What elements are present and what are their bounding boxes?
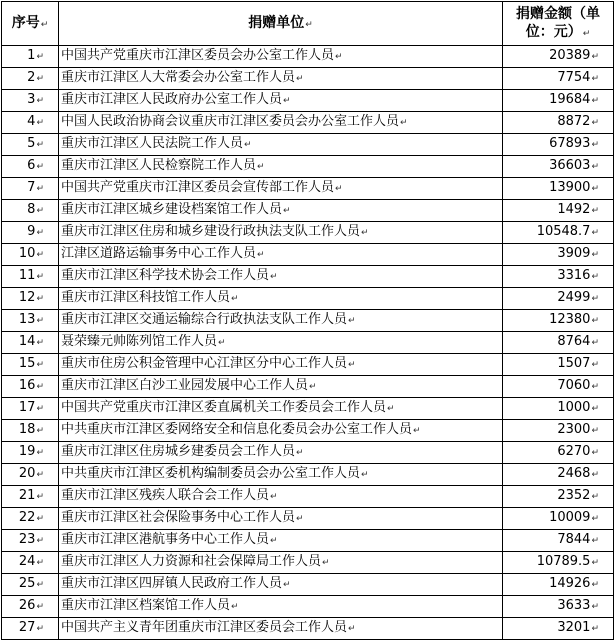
table-row [2, 134, 614, 156]
donor-unit-cell: 重庆市江津区人民法院工作人员↵ [59, 134, 503, 156]
donor-unit-cell: 中国共产党重庆市江津区委员会宣传部工作人员↵ [59, 178, 503, 200]
donor-unit-cell: 中共重庆市江津区委机构编制委员会办公室工作人员↵ [59, 464, 503, 486]
row-number-cell: 13↵ [2, 310, 59, 332]
header-row [2, 2, 614, 46]
donor-unit-cell: 重庆市江津区港航事务中心工作人员↵ [59, 530, 503, 552]
amount-cell: 7060↵ [503, 376, 614, 398]
amount-cell: 3633↵ [503, 596, 614, 618]
donor-unit-cell: 中国共产党重庆市江津区委员会办公室工作人员↵ [59, 46, 503, 68]
table-row [2, 442, 614, 464]
paragraph-mark-icon: ↵ [36, 118, 44, 128]
table-row [2, 178, 614, 200]
paragraph-mark-icon: ↵ [348, 624, 356, 634]
amount-cell: 3201↵ [503, 618, 614, 640]
paragraph-mark-icon: ↵ [591, 96, 599, 106]
table-row [2, 266, 614, 288]
paragraph-mark-icon: ↵ [591, 360, 599, 370]
donor-unit-cell: 重庆市江津区残疾人联合会工作人员↵ [59, 486, 503, 508]
donor-unit-cell: 重庆市江津区城乡建设档案馆工作人员↵ [59, 200, 503, 222]
row-number-cell: 6↵ [2, 156, 59, 178]
paragraph-mark-icon: ↵ [36, 316, 44, 326]
donor-unit-cell: 重庆市住房公积金管理中心江津区分中心工作人员↵ [59, 354, 503, 376]
row-number-cell: 10↵ [2, 244, 59, 266]
paragraph-mark-icon: ↵ [591, 536, 599, 546]
row-number-cell: 27↵ [2, 618, 59, 640]
paragraph-mark-icon: ↵ [36, 74, 44, 84]
paragraph-mark-icon: ↵ [591, 514, 599, 524]
paragraph-mark-icon: ↵ [36, 294, 44, 304]
paragraph-mark-icon: ↵ [36, 96, 44, 106]
donor-unit-cell: 重庆市江津区科学技术协会工作人员↵ [59, 266, 503, 288]
table-row [2, 486, 614, 508]
paragraph-mark-icon: ↵ [591, 52, 599, 62]
paragraph-mark-icon: ↵ [591, 338, 599, 348]
donor-unit-cell: 江津区道路运输事务中心工作人员↵ [59, 244, 503, 266]
row-number-cell: 11↵ [2, 266, 59, 288]
row-number-cell: 12↵ [2, 288, 59, 310]
row-number-cell: 23↵ [2, 530, 59, 552]
paragraph-mark-icon: ↵ [36, 184, 44, 194]
paragraph-mark-icon: ↵ [591, 404, 599, 414]
paragraph-mark-icon: ↵ [591, 206, 599, 216]
paragraph-mark-icon: ↵ [283, 96, 291, 106]
amount-cell: 6270↵ [503, 442, 614, 464]
paragraph-mark-icon: ↵ [591, 250, 599, 260]
donation-table-container [1, 1, 614, 640]
table-row [2, 156, 614, 178]
amount-cell: 3316↵ [503, 266, 614, 288]
paragraph-mark-icon: ↵ [591, 294, 599, 304]
paragraph-mark-icon: ↵ [348, 316, 356, 326]
amount-cell: 7844↵ [503, 530, 614, 552]
paragraph-mark-icon: ↵ [36, 426, 44, 436]
amount-cell: 36603↵ [503, 156, 614, 178]
amount-cell: 3909↵ [503, 244, 614, 266]
paragraph-mark-icon: ↵ [591, 602, 599, 612]
paragraph-mark-icon: ↵ [591, 624, 599, 634]
amount-cell: 67893↵ [503, 134, 614, 156]
paragraph-mark-icon: ↵ [36, 228, 44, 238]
paragraph-mark-icon: ↵ [591, 382, 599, 392]
table-row [2, 112, 614, 134]
row-number-cell: 14↵ [2, 332, 59, 354]
paragraph-mark-icon: ↵ [309, 382, 317, 392]
paragraph-mark-icon: ↵ [348, 360, 356, 370]
row-number-cell: 19↵ [2, 442, 59, 464]
table-row [2, 530, 614, 552]
amount-cell: 2300↵ [503, 420, 614, 442]
paragraph-mark-icon: ↵ [257, 250, 265, 260]
table-row [2, 508, 614, 530]
paragraph-mark-icon: ↵ [36, 272, 44, 282]
paragraph-mark-icon: ↵ [36, 382, 44, 392]
donor-unit-cell: 中国共产党重庆市江津区委直属机关工作委员会工作人员↵ [59, 398, 503, 420]
row-number-cell: 8↵ [2, 200, 59, 222]
row-number-cell: 1↵ [2, 46, 59, 68]
donor-unit-cell: 中共重庆市江津区委网络安全和信息化委员会办公室工作人员↵ [59, 420, 503, 442]
paragraph-mark-icon: ↵ [296, 74, 304, 84]
paragraph-mark-icon: ↵ [270, 272, 278, 282]
paragraph-mark-icon: ↵ [36, 338, 44, 348]
paragraph-mark-icon: ↵ [36, 514, 44, 524]
donor-unit-cell: 重庆市江津区社会保险事务中心工作人员↵ [59, 508, 503, 530]
row-number-cell: 25↵ [2, 574, 59, 596]
amount-cell: 10009↵ [503, 508, 614, 530]
paragraph-mark-icon: ↵ [361, 228, 369, 238]
header-unit: 捐赠单位↵ [59, 2, 503, 46]
donor-unit-cell: 重庆市江津区住房城乡建委员会工作人员↵ [59, 442, 503, 464]
paragraph-mark-icon: ↵ [400, 118, 408, 128]
table-row [2, 310, 614, 332]
paragraph-mark-icon: ↵ [335, 52, 343, 62]
paragraph-mark-icon: ↵ [231, 294, 239, 304]
donor-unit-cell: 重庆市江津区住房和城乡建设行政执法支队工作人员↵ [59, 222, 503, 244]
row-number-cell: 9↵ [2, 222, 59, 244]
paragraph-mark-icon: ↵ [591, 580, 599, 590]
table-row [2, 420, 614, 442]
paragraph-mark-icon: ↵ [36, 602, 44, 612]
paragraph-mark-icon: ↵ [591, 448, 599, 458]
amount-cell: 7754↵ [503, 68, 614, 90]
donor-unit-cell: 重庆市江津区档案馆工作人员↵ [59, 596, 503, 618]
donor-unit-cell: 重庆市江津区交通运输综合行政执法支队工作人员↵ [59, 310, 503, 332]
paragraph-mark-icon: ↵ [361, 470, 369, 480]
paragraph-mark-icon: ↵ [283, 206, 291, 216]
table-row [2, 376, 614, 398]
table-row [2, 200, 614, 222]
amount-cell: 8872↵ [503, 112, 614, 134]
paragraph-mark-icon: ↵ [270, 492, 278, 502]
paragraph-mark-icon: ↵ [231, 602, 239, 612]
row-number-cell: 16↵ [2, 376, 59, 398]
amount-cell: 13900↵ [503, 178, 614, 200]
donor-unit-cell: 重庆市江津区白沙工业园发展中心工作人员↵ [59, 376, 503, 398]
paragraph-mark-icon: ↵ [270, 536, 278, 546]
paragraph-mark-icon: ↵ [296, 448, 304, 458]
table-body [2, 46, 614, 640]
paragraph-mark-icon: ↵ [36, 536, 44, 546]
paragraph-mark-icon: ↵ [591, 118, 599, 128]
table-row [2, 68, 614, 90]
row-number-cell: 24↵ [2, 552, 59, 574]
row-number-cell: 17↵ [2, 398, 59, 420]
header-no: 序号↵ [2, 2, 59, 46]
paragraph-mark-icon: ↵ [257, 162, 265, 172]
paragraph-mark-icon: ↵ [413, 426, 421, 436]
amount-cell: 19684↵ [503, 90, 614, 112]
amount-cell: 2352↵ [503, 486, 614, 508]
paragraph-mark-icon: ↵ [36, 206, 44, 216]
paragraph-mark-icon: ↵ [36, 558, 44, 568]
amount-cell: 1000↵ [503, 398, 614, 420]
row-number-cell: 22↵ [2, 508, 59, 530]
paragraph-mark-icon: ↵ [591, 492, 599, 502]
paragraph-mark-icon: ↵ [591, 184, 599, 194]
paragraph-mark-icon: ↵ [36, 162, 44, 172]
paragraph-mark-icon: ↵ [36, 360, 44, 370]
table-row [2, 596, 614, 618]
row-number-cell: 3↵ [2, 90, 59, 112]
paragraph-mark-icon: ↵ [296, 514, 304, 524]
paragraph-mark-icon: ↵ [218, 338, 226, 348]
paragraph-mark-icon: ↵ [591, 228, 599, 238]
paragraph-mark-icon: ↵ [36, 250, 44, 260]
row-number-cell: 26↵ [2, 596, 59, 618]
paragraph-mark-icon: ↵ [387, 404, 395, 414]
donor-unit-cell: 中国共产主义青年团重庆市江津区委员会工作人员↵ [59, 618, 503, 640]
paragraph-mark-icon: ↵ [591, 272, 599, 282]
amount-cell: 12380↵ [503, 310, 614, 332]
donor-unit-cell: 重庆市江津区人民政府办公室工作人员↵ [59, 90, 503, 112]
row-number-cell: 4↵ [2, 112, 59, 134]
amount-cell: 8764↵ [503, 332, 614, 354]
paragraph-mark-icon: ↵ [36, 404, 44, 414]
table-row [2, 222, 614, 244]
row-number-cell: 2↵ [2, 68, 59, 90]
donor-unit-cell: 中国人民政治协商会议重庆市江津区委员会办公室工作人员↵ [59, 112, 503, 134]
amount-cell: 10548.7↵ [503, 222, 614, 244]
paragraph-mark-icon: ↵ [36, 52, 44, 62]
paragraph-mark-icon: ↵ [591, 140, 599, 150]
table-row [2, 244, 614, 266]
paragraph-mark-icon: ↵ [244, 140, 252, 150]
paragraph-mark-icon: ↵ [582, 28, 591, 39]
paragraph-mark-icon: ↵ [335, 184, 343, 194]
row-number-cell: 15↵ [2, 354, 59, 376]
table-row [2, 464, 614, 486]
table-row [2, 288, 614, 310]
paragraph-mark-icon: ↵ [591, 162, 599, 172]
donor-unit-cell: 重庆市江津区人民检察院工作人员↵ [59, 156, 503, 178]
amount-cell: 20389↵ [503, 46, 614, 68]
amount-cell: 1507↵ [503, 354, 614, 376]
paragraph-mark-icon: ↵ [305, 19, 313, 30]
row-number-cell: 20↵ [2, 464, 59, 486]
table-row [2, 46, 614, 68]
table-row [2, 398, 614, 420]
table-row [2, 354, 614, 376]
paragraph-mark-icon: ↵ [36, 140, 44, 150]
paragraph-mark-icon: ↵ [36, 624, 44, 634]
donor-unit-cell: 重庆市江津区四屏镇人民政府工作人员↵ [59, 574, 503, 596]
table-row [2, 618, 614, 640]
amount-cell: 2468↵ [503, 464, 614, 486]
row-number-cell: 7↵ [2, 178, 59, 200]
paragraph-mark-icon: ↵ [36, 448, 44, 458]
paragraph-mark-icon: ↵ [36, 470, 44, 480]
table-row [2, 574, 614, 596]
donation-table [1, 1, 614, 640]
donor-unit-cell: 重庆市江津区人力资源和社会保障局工作人员↵ [59, 552, 503, 574]
row-number-cell: 21↵ [2, 486, 59, 508]
paragraph-mark-icon: ↵ [36, 492, 44, 502]
paragraph-mark-icon: ↵ [591, 74, 599, 84]
row-number-cell: 18↵ [2, 420, 59, 442]
table-row [2, 90, 614, 112]
paragraph-mark-icon: ↵ [591, 558, 599, 568]
paragraph-mark-icon: ↵ [40, 19, 49, 30]
paragraph-mark-icon: ↵ [322, 558, 330, 568]
amount-cell: 2499↵ [503, 288, 614, 310]
header-amount: 捐赠金额（单位：元）↵ [503, 2, 614, 46]
paragraph-mark-icon: ↵ [591, 426, 599, 436]
donor-unit-cell: 重庆市江津区人大常委会办公室工作人员↵ [59, 68, 503, 90]
amount-cell: 14926↵ [503, 574, 614, 596]
donor-unit-cell: 重庆市江津区科技馆工作人员↵ [59, 288, 503, 310]
row-number-cell: 5↵ [2, 134, 59, 156]
paragraph-mark-icon: ↵ [36, 580, 44, 590]
table-row [2, 552, 614, 574]
paragraph-mark-icon: ↵ [591, 316, 599, 326]
donor-unit-cell: 聂荣臻元帅陈列馆工作人员↵ [59, 332, 503, 354]
paragraph-mark-icon: ↵ [283, 580, 291, 590]
amount-cell: 10789.5↵ [503, 552, 614, 574]
paragraph-mark-icon: ↵ [591, 470, 599, 480]
table-row [2, 332, 614, 354]
amount-cell: 1492↵ [503, 200, 614, 222]
